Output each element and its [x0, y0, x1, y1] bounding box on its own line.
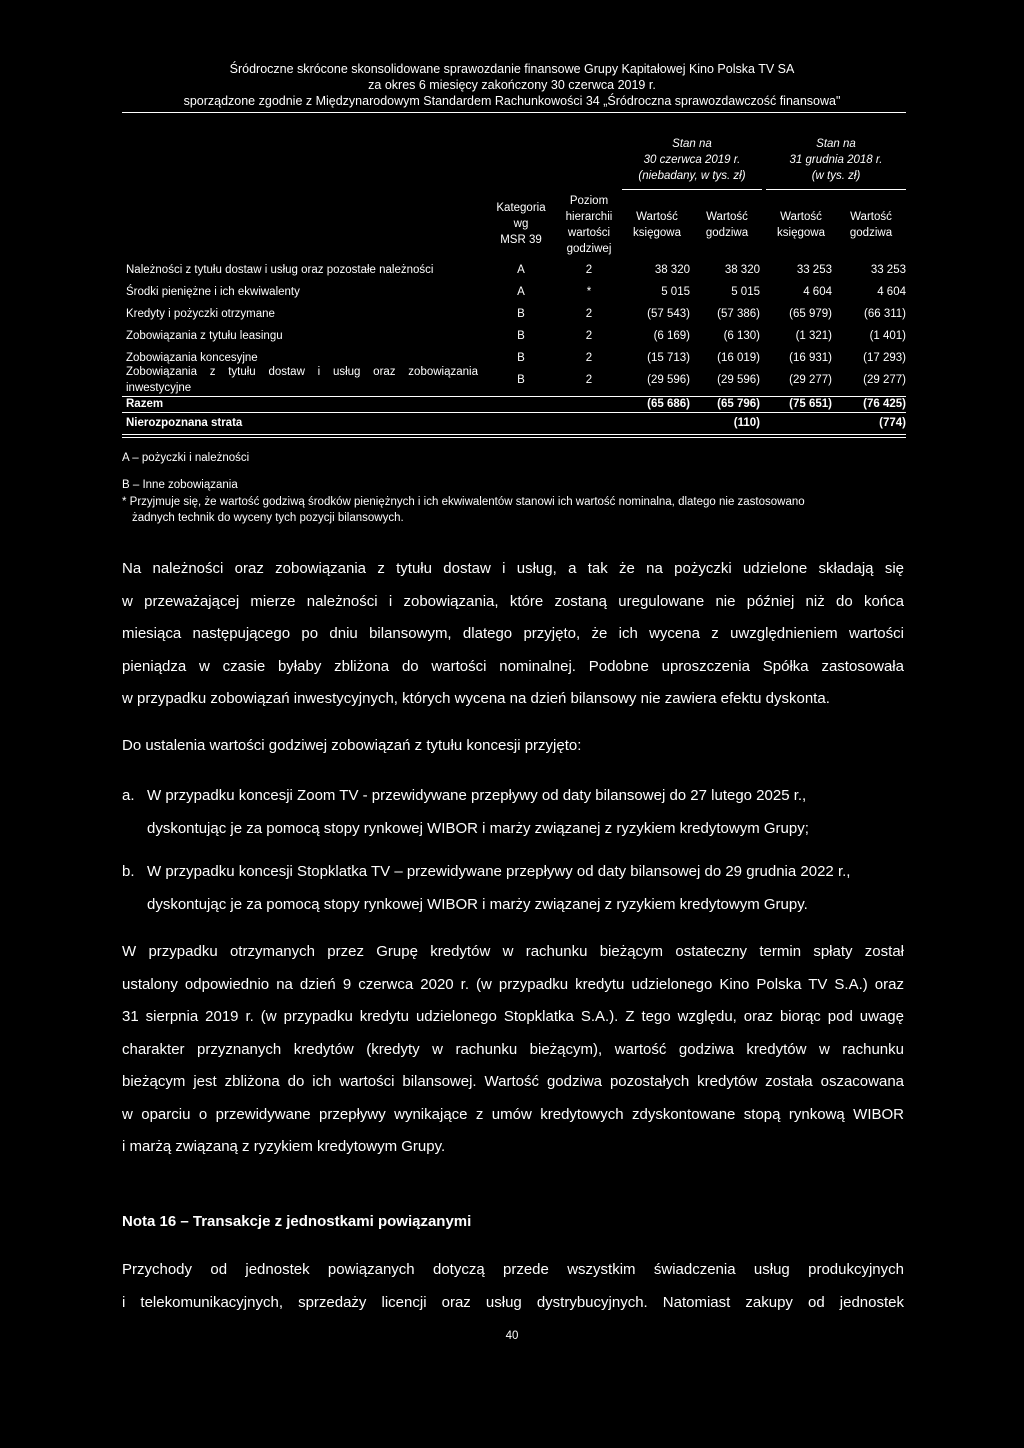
- header-title: Śródroczne skrócone skonsolidowane sprawozdanie finansowe Grupy Kapitałowej Kino Polska TV SA: [229, 62, 795, 76]
- row-value: (29 277): [789, 374, 832, 386]
- row-label: Kredyty i pożyczki otrzymane: [126, 308, 275, 320]
- row-value: 4 604: [803, 286, 832, 298]
- row-value: 38 320: [724, 264, 760, 276]
- total-value: (65 686): [647, 398, 690, 410]
- col-fair-value-2019: Wartość godziwa: [705, 211, 749, 239]
- col-book-value-2018: Wartość księgowa: [777, 211, 825, 239]
- table-double-rule: [122, 434, 906, 435]
- header-standard: sporządzone zgodnie z Międzynarodowym Standardem Rachunkowości 34 „Śródroczna sprawozdawczość finansowa": [183, 94, 841, 108]
- row-value: (1 401): [869, 330, 906, 342]
- row-value: (16 019): [717, 352, 760, 364]
- row-value: (29 277): [863, 374, 906, 386]
- row-value: 33 253: [796, 264, 832, 276]
- row-value: (16 931): [789, 352, 832, 364]
- header-period: za okres 6 miesięcy zakończony 30 czerwca 2019 r.: [368, 78, 656, 92]
- row-category: A: [517, 286, 525, 298]
- row-value: (1 321): [795, 330, 832, 342]
- row-level: 2: [585, 374, 593, 386]
- col-category-header: Kategoria wg MSR 39: [496, 202, 546, 246]
- total-value: (75 651): [789, 398, 832, 410]
- loss-value: (774): [879, 417, 906, 429]
- header-rule: [122, 112, 906, 113]
- row-level: *: [586, 286, 592, 298]
- row-value: 33 253: [870, 264, 906, 276]
- section-heading: Nota 16 – Transakcje z jednostkami powiązanymi: [122, 1213, 472, 1230]
- legend-star-cont: żadnych technik do wyceny tych pozycji bilansowych.: [132, 512, 404, 524]
- row-value: (65 979): [789, 308, 832, 320]
- row-category: B: [517, 330, 525, 342]
- body-paragraph-4: Przychody od jednostek powiązanych dotyczą przede wszystkim świadczenia usług produkcyjnych i telekomunikacyjnych, sprzedaży licencji oraz usług dystrybucyjnych. Natomiast zakupy od jednostek: [122, 1261, 904, 1311]
- body-paragraph-2: Do ustalenia wartości godziwej zobowiązań z tytułu koncesji przyjęto:: [122, 737, 582, 754]
- row-label: Zobowiązania z tytułu leasingu: [126, 330, 283, 342]
- row-level: 2: [585, 308, 593, 320]
- row-label: Zobowiązania z tytułu dostaw i usług oraz zobowiązania: [126, 366, 478, 378]
- page-number: 40: [505, 1330, 519, 1342]
- period-header-2019: Stan na 30 czerwca 2019 r. (niebadany, w tys. zł): [638, 138, 746, 182]
- row-category: B: [517, 352, 525, 364]
- loss-value: (110): [733, 417, 760, 429]
- row-value: (15 713): [647, 352, 690, 364]
- row-category: B: [517, 374, 525, 386]
- row-value: (29 596): [717, 374, 760, 386]
- col-fair-value-2018: Wartość godziwa: [849, 211, 893, 239]
- col-book-value-2019: Wartość księgowa: [633, 211, 681, 239]
- row-value: (57 386): [717, 308, 760, 320]
- row-label: Środki pieniężne i ich ekwiwalenty: [126, 286, 300, 298]
- row-value: 38 320: [654, 264, 690, 276]
- row-value: (66 311): [864, 308, 906, 320]
- row-value: 5 015: [661, 286, 690, 298]
- body-paragraph-1: Na należności oraz zobowiązania z tytułu dostaw i usług, a tak że na pożyczki udzielone składają się w przeważającej mierze należności i zobowiązania, które zostaną uregulowane nie później niż do końca miesiąca następującego po dniu bilansowym, dlatego przyjęto, że ich wycena z uwzględnieniem wartości pieniądza w czasie byłaby zbliżona do wartości nominalnej. Podobne uproszczenia Spółka zastosowała w przypadku zobowiązań inwestycyjnych, których wycena na dzień bilansowy nie zawiera efektu dyskonta.: [122, 560, 904, 707]
- loss-label: Nierozpoznana strata: [126, 417, 243, 429]
- table-double-rule: [122, 437, 906, 438]
- body-paragraph-3: W przypadku otrzymanych przez Grupę kredytów w rachunku bieżącym ostateczny termin spłaty został ustalony odpowiednio na dzień 9 czerwca 2020 r. (w przypadku kredytu udzielonego Kino Polska TV S.A.) oraz 31 sierpnia 2019 r. (w przypadku kredytu udzielonego Stopklatka S.A.). Z tego względu, oraz biorąc pod uwagę charakter przyznanych kredytów (kredyty w rachunku bieżącym), wartość godziwa kredytów w rachunku bieżącym jest zbliżona do ich wartości bilansowej. Wartość godziwa pozostałych kredytów została oszacowana w oparciu o przewidywane przepływy wynikające z umów kredytowych zdyskontowane stopą rynkową WIBOR i marżą związaną z ryzykiem kredytowym Grupy.: [122, 943, 904, 1155]
- row-category: B: [517, 308, 525, 320]
- row-category: A: [517, 264, 525, 276]
- period-rule-2018: [766, 189, 906, 190]
- row-level: 2: [585, 352, 593, 364]
- row-value: (6 169): [653, 330, 690, 342]
- row-value: (6 130): [723, 330, 760, 342]
- list-item-a: W przypadku koncesji Zoom TV - przewidywane przepływy od daty bilansowej do 27 lutego 2025 r., dyskontując je za pomocą stopy rynkowej WIBOR i marży związanej z ryzykiem kredytowym Grupy;: [147, 787, 809, 837]
- table-rule: [122, 412, 906, 413]
- row-label: Zobowiązania koncesyjne: [126, 352, 258, 364]
- row-label-cont: inwestycyjne: [126, 382, 192, 394]
- row-value: (29 596): [647, 374, 690, 386]
- total-value: (65 796): [717, 398, 760, 410]
- legend-a: A – pożyczki i należności: [122, 452, 250, 464]
- row-value: 5 015: [731, 286, 760, 298]
- row-label: Należności z tytułu dostaw i usług oraz pozostałe należności: [126, 264, 434, 276]
- total-value: (76 425): [863, 398, 906, 410]
- period-rule-2019: [622, 189, 762, 190]
- row-level: 2: [585, 330, 593, 342]
- row-value: (17 293): [863, 352, 906, 364]
- row-value: (57 543): [647, 308, 690, 320]
- table-rule: [122, 396, 906, 397]
- total-label: Razem: [126, 398, 164, 410]
- list-marker-a: a.: [122, 787, 135, 804]
- row-level: 2: [585, 264, 593, 276]
- legend-b: B – Inne zobowiązania: [122, 479, 238, 491]
- row-value: 4 604: [877, 286, 906, 298]
- legend-star: * Przyjmuje się, że wartość godziwą środków pieniężnych i ich ekwiwalentów stanowi ich wartość nominalna, dlatego nie zastosowano: [122, 496, 805, 508]
- list-marker-b: b.: [122, 863, 135, 880]
- list-item-b: W przypadku koncesji Stopklatka TV – przewidywane przepływy od daty bilansowej do 29 grudnia 2022 r., dyskontując je za pomocą stopy rynkowej WIBOR i marży związanej z ryzykiem kredytowym Grupy.: [147, 863, 851, 913]
- period-header-2018: Stan na 31 grudnia 2018 r. (w tys. zł): [789, 138, 883, 182]
- col-level-header: Poziom hierarchii wartości godziwej: [565, 195, 613, 255]
